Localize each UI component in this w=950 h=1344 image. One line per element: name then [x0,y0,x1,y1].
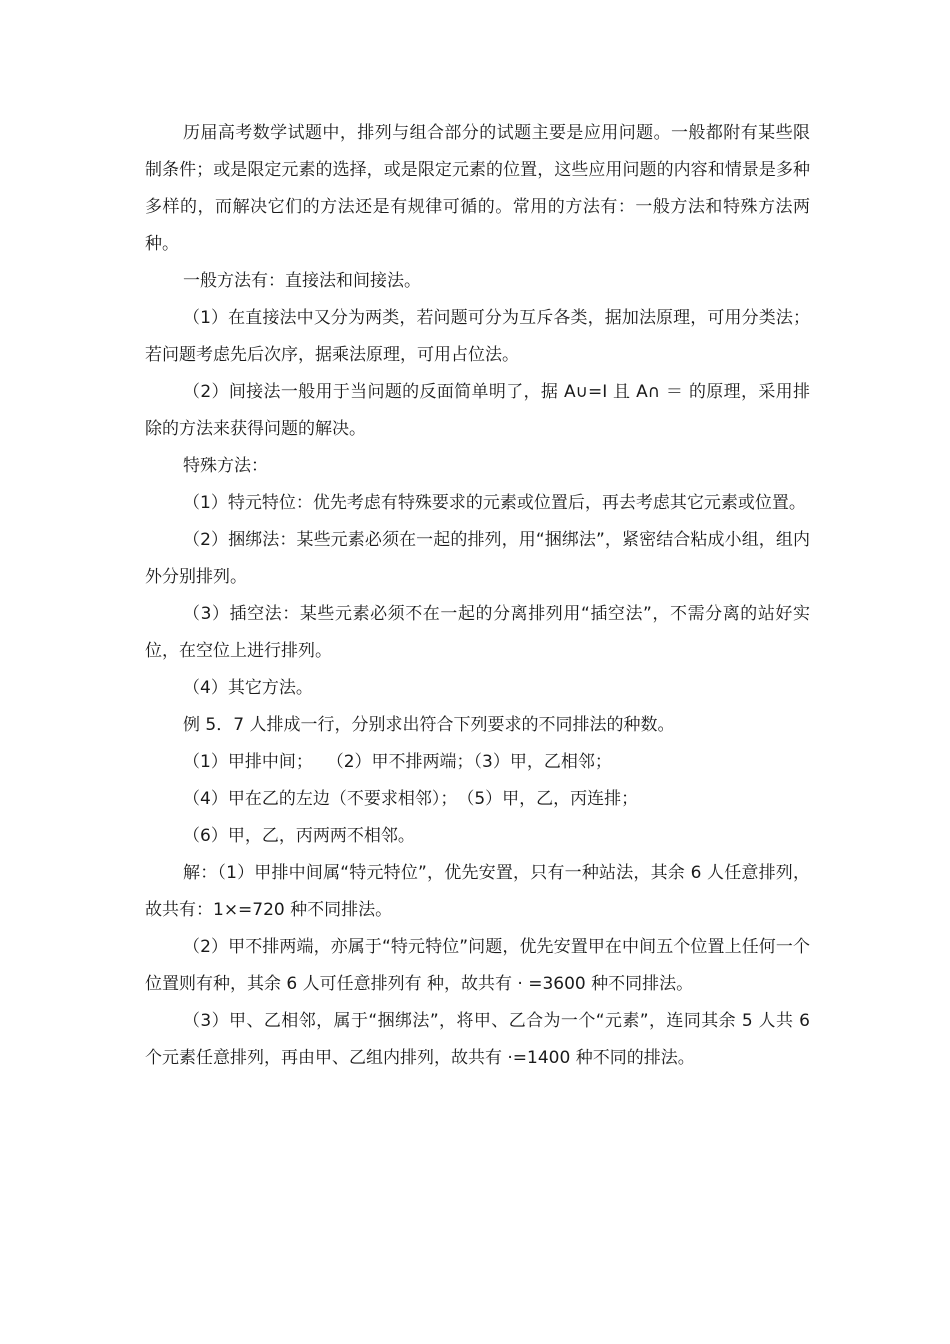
special-method-3: （3）插空法：某些元素必须不在一起的分离排列用“插空法”，不需分离的站好实位，在空位上进行排列。 [145,604,810,661]
solution-part-2: （2）甲不排两端，亦属于“特元特位”问题，优先安置甲在中间五个位置上任何一个位置则有种，其余 6 人可任意排列有 种，故共有 · =3600 种不同排法。 [145,937,810,994]
example-conditions-3: （6）甲，乙，丙两两不相邻。 [183,826,415,846]
document-body [145,115,810,1077]
example-conditions-1: （1）甲排中间； （2）甲不排两端；（3）甲，乙相邻； [183,752,612,772]
example-statement: 例 5．7 人排成一行，分别求出符合下列要求的不同排法的种数。 [183,715,675,735]
solution-part-3: （3）甲、乙相邻，属于“捆绑法”，将甲、乙合为一个“元素”，连同其余 5 人共 6 个元素任意排列，再由甲、乙组内排列，故共有 ·=1400 种不同的排法。 [145,1011,810,1068]
general-methods-heading: 一般方法有：直接法和间接法。 [183,271,421,291]
special-method-4: （4）其它方法。 [183,678,313,698]
indirect-method-paragraph: （2）间接法一般用于当问题的反面简单明了，据 A∪=I 且 A∩ ＝ 的原理，采用排除的方法来获得问题的解决。 [145,382,810,439]
special-method-2: （2）捆绑法：某些元素必须在一起的排列，用“捆绑法”，紧密结合粘成小组，组内外分别排列。 [145,530,810,587]
solution-part-1: 解：（1）甲排中间属“特元特位”，优先安置，只有一种站法，其余 6 人任意排列，故共有：1×=720 种不同排法。 [145,863,810,920]
direct-method-paragraph: （1）在直接法中又分为两类，若问题可分为互斥各类，据加法原理，可用分类法；若问题考虑先后次序，据乘法原理，可用占位法。 [145,308,810,365]
example-conditions-2: （4）甲在乙的左边（不要求相邻）； （5）甲，乙，丙连排； [183,789,639,809]
special-method-1: （1）特元特位：优先考虑有特殊要求的元素或位置后，再去考虑其它元素或位置。 [183,493,806,513]
special-methods-heading: 特殊方法： [183,456,268,476]
intro-paragraph: 历届高考数学试题中，排列与组合部分的试题主要是应用问题。一般都附有某些限制条件；或是限定元素的选择，或是限定元素的位置，这些应用问题的内容和情景是多种多样的，而解决它们的方法还是有规律可循的。常用的方法有：一般方法和特殊方法两种。 [145,123,810,254]
